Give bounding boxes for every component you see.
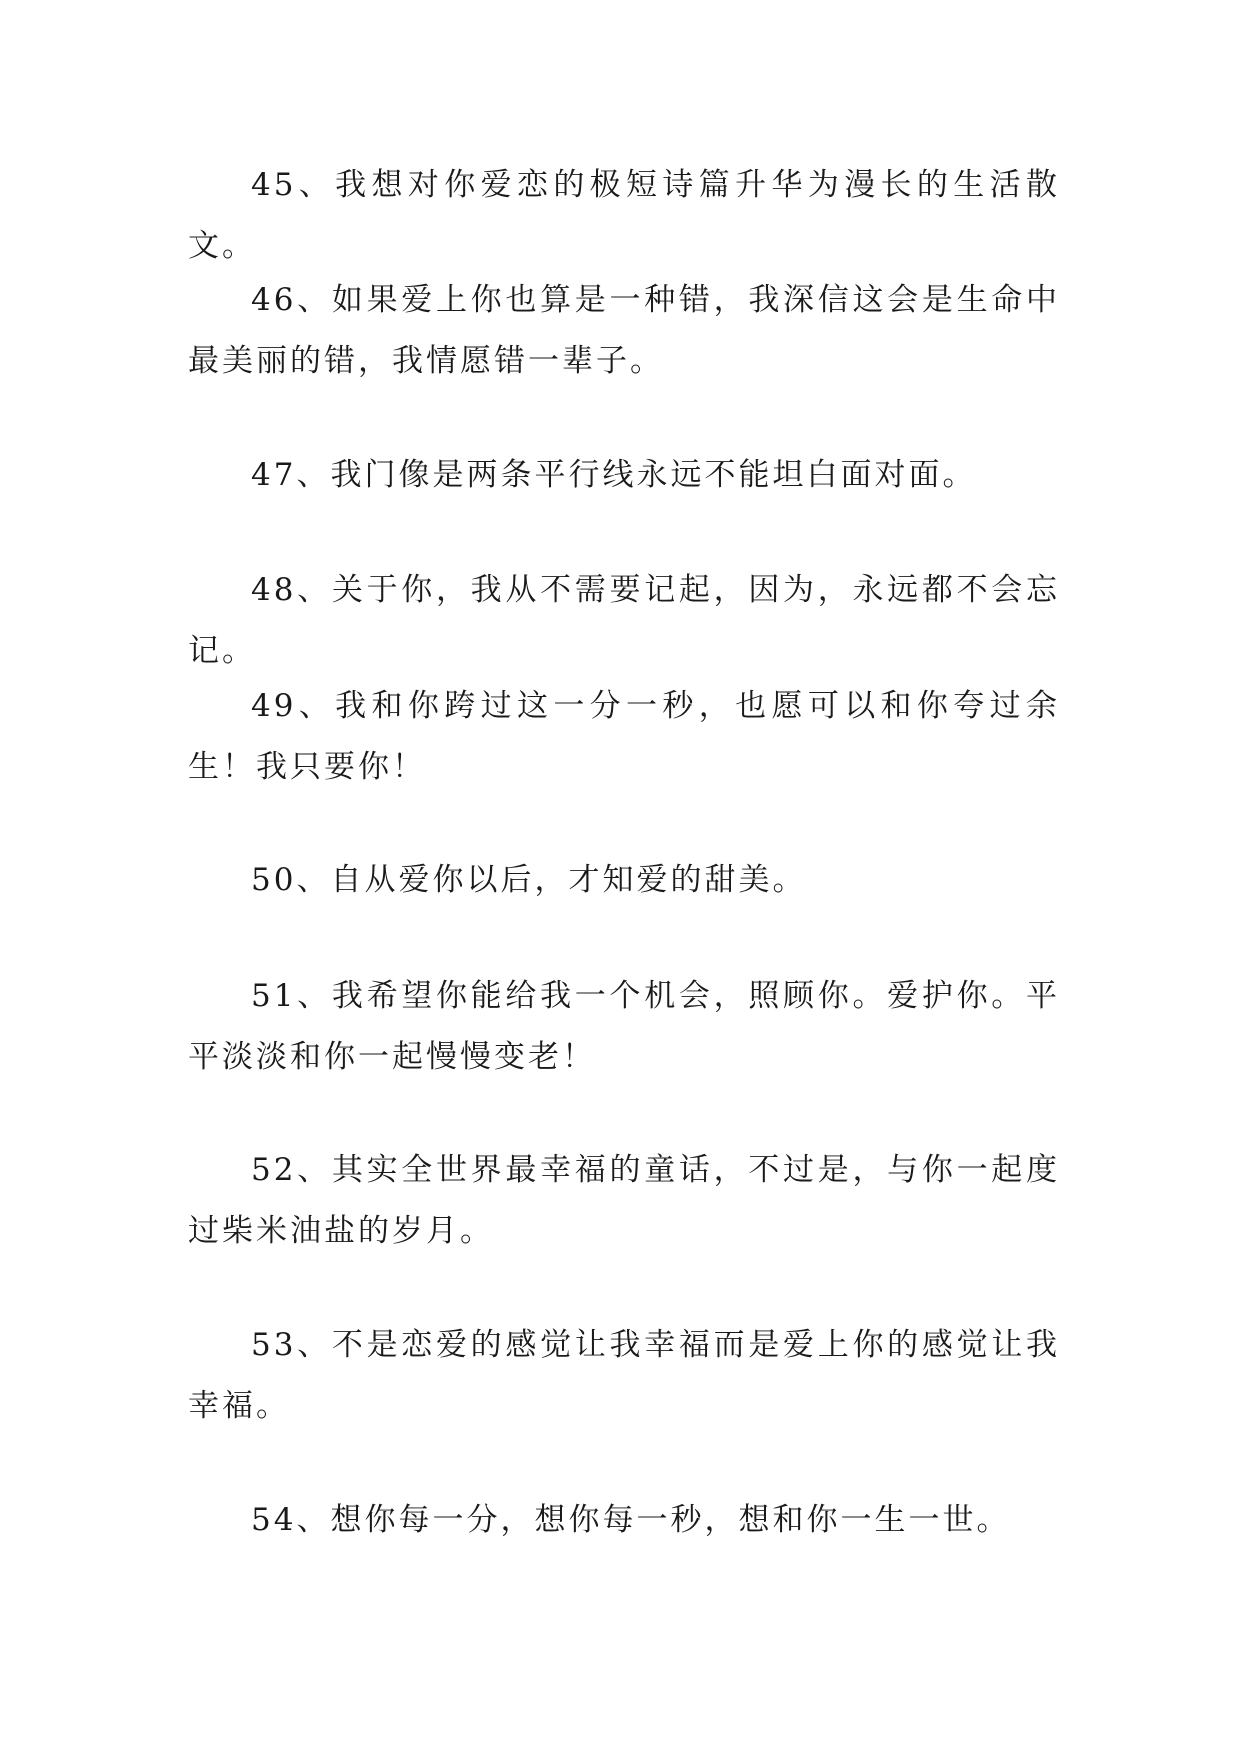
paragraph-51: 51、我希望你能给我一个机会，照顾你。爱护你。平平淡淡和你一起慢慢变老！ (188, 978, 1060, 1075)
paragraph-48: 48、关于你，我从不需要记起，因为，永远都不会忘记。 (188, 572, 1060, 669)
paragraph-52: 52、其实全世界最幸福的童话，不过是，与你一起度过柴米油盐的岁月。 (188, 1152, 1060, 1249)
paragraph-54: 54、想你每一分，想你每一秒，想和你一生一世。 (251, 1502, 1011, 1538)
paragraph-46: 46、如果爱上你也算是一种错，我深信这会是生命中最美丽的错，我情愿错一辈子。 (188, 282, 1060, 379)
paragraph-47: 47、我门像是两条平行线永远不能坦白面对面。 (251, 457, 977, 493)
paragraph-49: 49、我和你跨过这一分一秒，也愿可以和你夸过余生！我只要你！ (188, 688, 1060, 785)
paragraph-50: 50、自从爱你以后，才知爱的甜美。 (251, 862, 807, 898)
paragraph-45: 45、我想对你爱恋的极短诗篇升华为漫长的生活散文。 (188, 167, 1060, 264)
paragraph-53: 53、不是恋爱的感觉让我幸福而是爱上你的感觉让我幸福。 (188, 1327, 1060, 1424)
